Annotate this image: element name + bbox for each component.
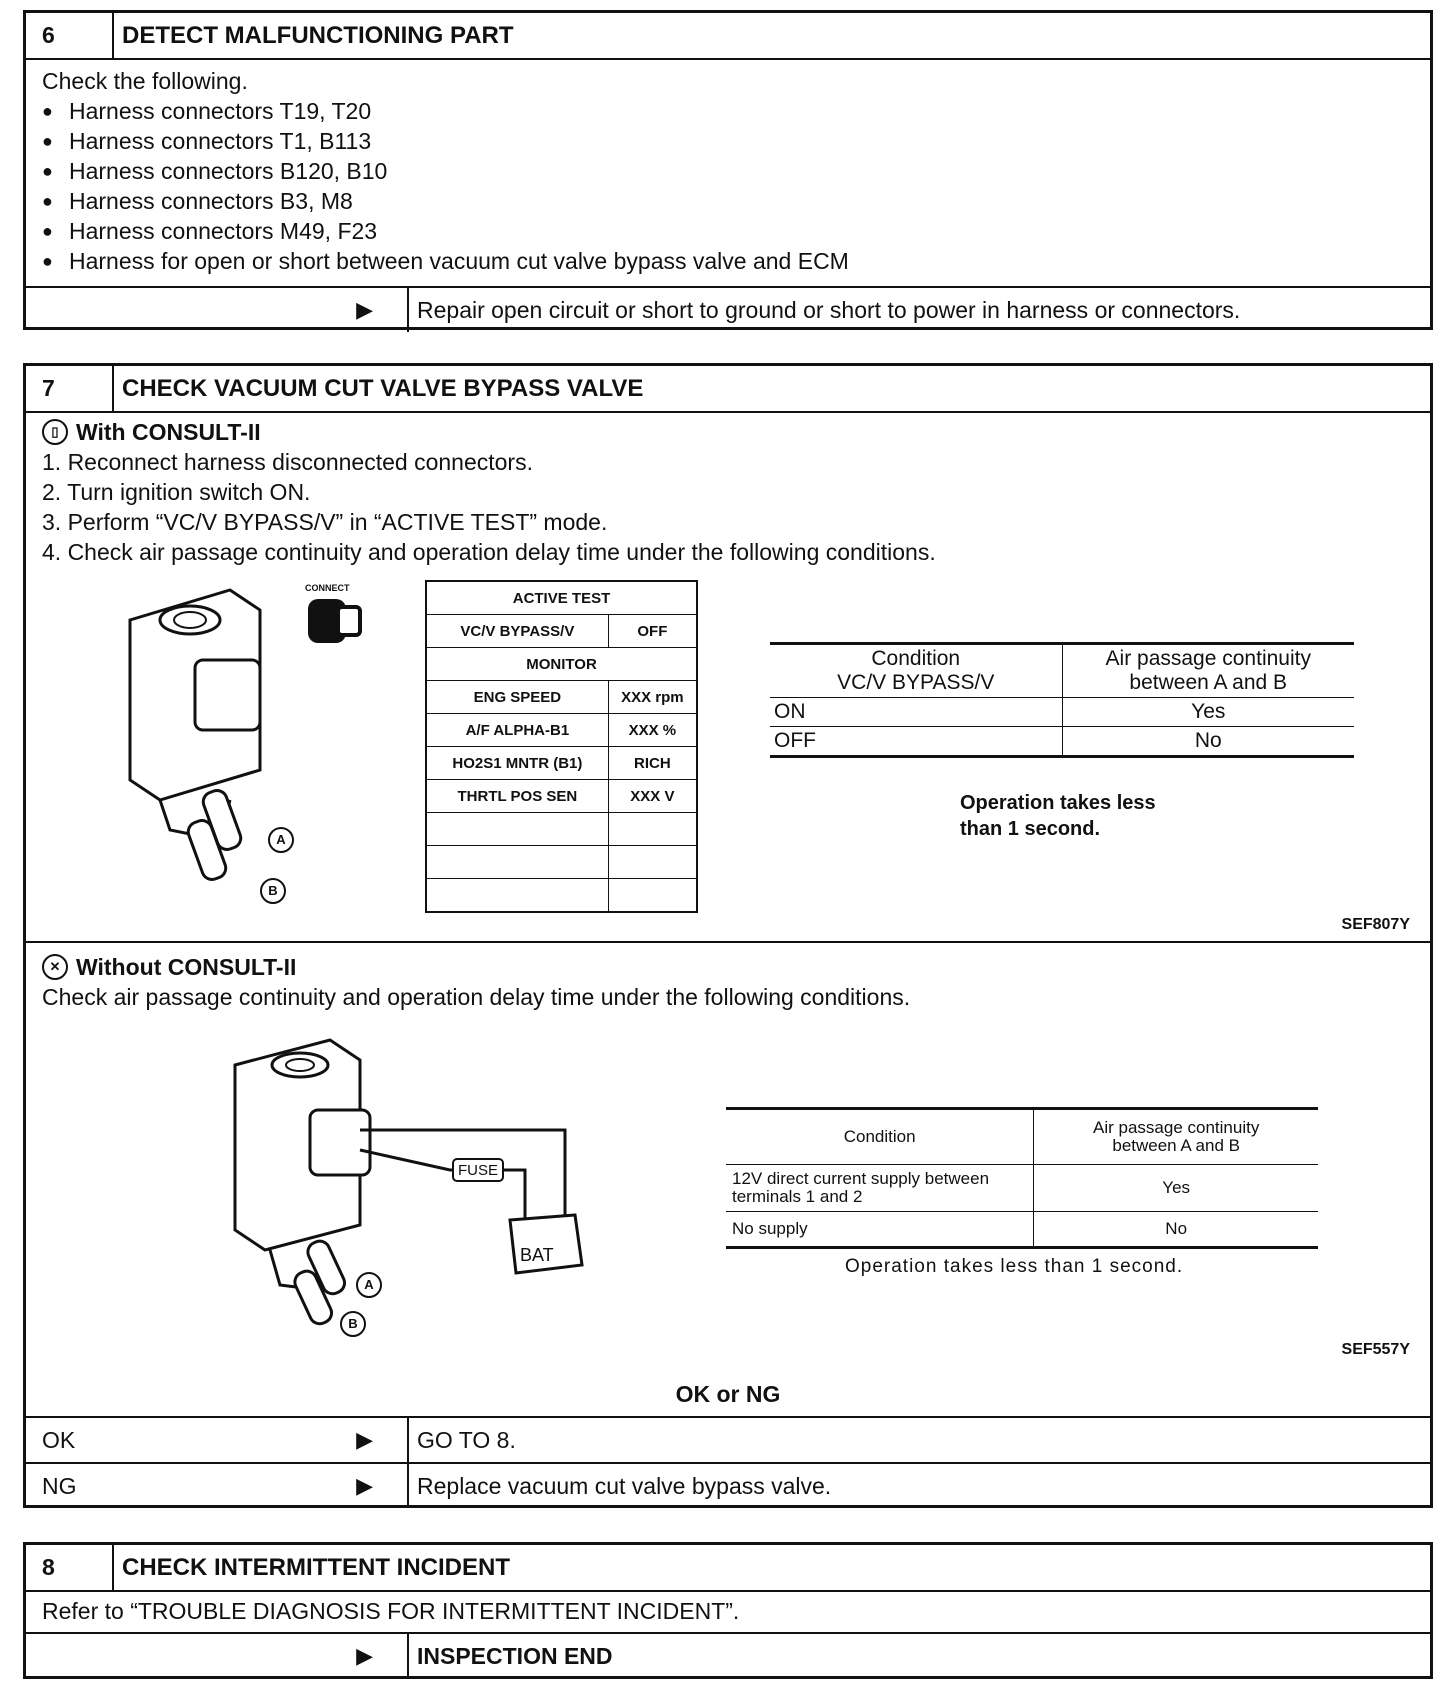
- figure-code: SEF557Y: [1341, 1341, 1410, 1358]
- result-row: [26, 286, 1430, 332]
- consult-icon: ▯: [42, 419, 68, 445]
- table-row: No supply No: [726, 1212, 1318, 1248]
- result-row: [26, 1462, 1430, 1508]
- arrow-icon: ▶: [356, 297, 373, 322]
- connect-icon: [304, 597, 364, 647]
- table-row: 12V direct current supply between terminals 1 and 2 Yes: [726, 1165, 1318, 1212]
- arrow-icon: ▶: [356, 1643, 373, 1668]
- step-8-block: [23, 1542, 1433, 1679]
- condition-table: Condition Air passage continuity between A and B 12V direct current supply between terminals 1 and 2 Yes No supply No: [726, 1107, 1318, 1249]
- step-7-with-section: [26, 413, 1430, 573]
- fuse-label: FUSE: [458, 1162, 499, 1179]
- list-item: ● Harness connectors B3, M8: [42, 188, 353, 214]
- step-title: CHECK VACUUM CUT VALVE BYPASS VALVE: [122, 375, 644, 402]
- list-item: ● Harness connectors T19, T20: [42, 98, 372, 124]
- step-8-header: [26, 1545, 1430, 1592]
- figure-code: SEF807Y: [1341, 916, 1410, 933]
- without-consult-label: Without CONSULT-II: [76, 954, 297, 980]
- step-number: 7: [26, 366, 114, 411]
- step-title: DETECT MALFUNCTIONING PART: [122, 22, 514, 49]
- active-test-table: ACTIVE TEST VC/V BYPASS/V OFF MONITOR ENG SPEED XXX rpm A/F ALPHA-B1 XXX % HO2S1 MNTR (B1) RICH THRTL POS SEN XXX V: [425, 580, 698, 913]
- step-6-header: [26, 13, 1430, 60]
- list-item: ● Harness connectors T1, B113: [42, 128, 372, 154]
- no-consult-icon: ✕: [42, 954, 68, 980]
- step-8-body: Refer to “TROUBLE DIAGNOSIS FOR INTERMITTENT INCIDENT”.: [42, 1598, 740, 1624]
- list-item: 4. Check air passage continuity and operation delay time under the following conditions.: [42, 539, 936, 565]
- connect-label: CONNECT: [305, 583, 350, 593]
- result-action: INSPECTION END: [417, 1643, 613, 1669]
- result-label: NG: [42, 1473, 77, 1499]
- result-action: Repair open circuit or short to ground or short to power in harness or connectors.: [417, 297, 1241, 323]
- result-action: GO TO 8.: [417, 1427, 516, 1453]
- step-7-header: [26, 366, 1430, 413]
- without-text: Check air passage continuity and operation delay time under the following conditions.: [42, 984, 911, 1010]
- table-row: ON Yes: [770, 698, 1354, 727]
- list-item: 1. Reconnect harness disconnected connectors.: [42, 449, 533, 475]
- with-consult-label: With CONSULT-II: [76, 419, 261, 445]
- port-a-label: A: [268, 827, 294, 853]
- arrow-icon: ▶: [356, 1427, 373, 1452]
- battery-label: BAT: [520, 1245, 554, 1265]
- step-intro: Check the following.: [42, 68, 248, 94]
- operation-note: Operation takes less than 1 second.: [960, 792, 1156, 840]
- step-7-without-section: [26, 946, 926, 1018]
- table-row: OFF No: [770, 727, 1354, 757]
- step-number: 8: [26, 1545, 114, 1590]
- arrow-icon: ▶: [356, 1473, 373, 1498]
- operation-note: Operation takes less than 1 second.: [845, 1256, 1184, 1277]
- result-row: [26, 1632, 1430, 1678]
- list-item: ● Harness connectors M49, F23: [42, 218, 378, 244]
- port-b-label: B: [340, 1311, 366, 1337]
- result-row: [26, 1416, 1430, 1462]
- divider: [26, 941, 1430, 943]
- step-title: CHECK INTERMITTENT INCIDENT: [122, 1554, 510, 1581]
- result-action: Replace vacuum cut valve bypass valve.: [417, 1473, 832, 1499]
- port-a-label: A: [356, 1272, 382, 1298]
- step-6-block: [23, 10, 1433, 330]
- list-item: ● Harness connectors B120, B10: [42, 158, 388, 184]
- list-item: ● Harness for open or short between vacuum cut valve bypass valve and ECM: [42, 248, 849, 274]
- port-b-label: B: [260, 878, 286, 904]
- step-number: 6: [26, 13, 114, 58]
- step-6-body: [26, 60, 1430, 286]
- condition-table: Condition VC/V BYPASS/V Air passage continuity between A and B ON Yes OFF No: [770, 642, 1354, 758]
- list-item: 2. Turn ignition switch ON.: [42, 479, 311, 505]
- valve-wiring-illustration: [220, 1035, 600, 1345]
- result-label: OK: [42, 1427, 76, 1453]
- list-item: 3. Perform “VC/V BYPASS/V” in “ACTIVE TEST” mode.: [42, 509, 608, 535]
- ok-ng-label: OK or NG: [675, 1381, 781, 1407]
- valve-illustration: [110, 580, 310, 910]
